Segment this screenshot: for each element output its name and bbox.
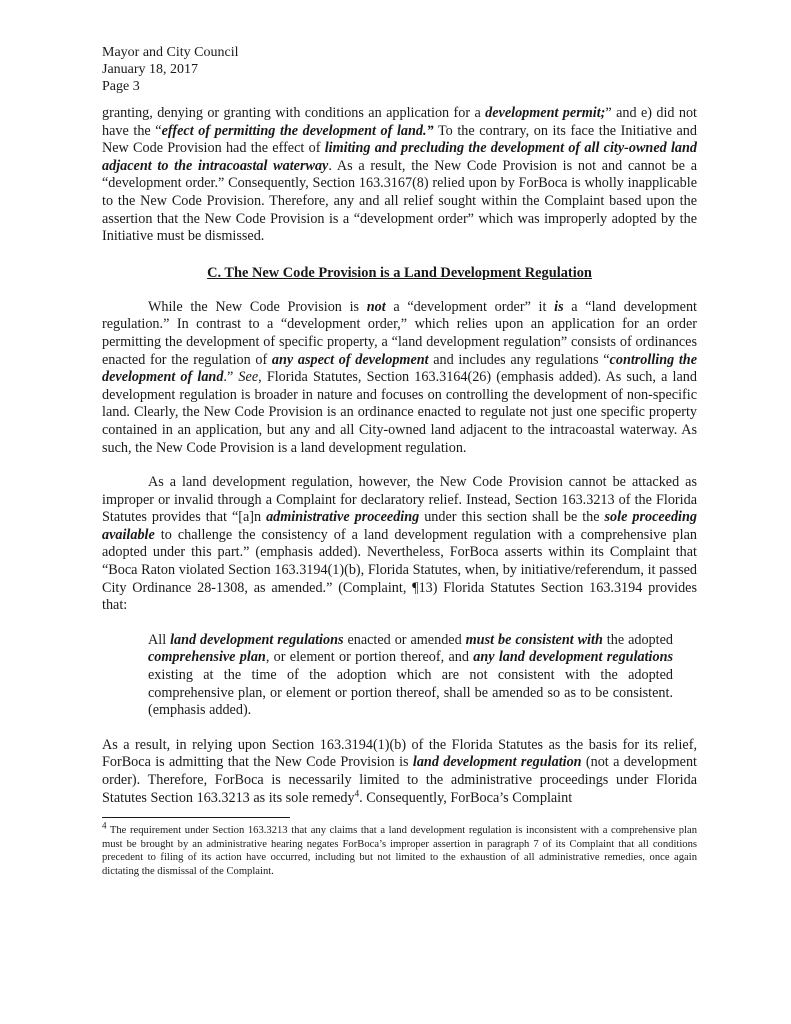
emphasis: sole proceeding available bbox=[102, 509, 697, 543]
citation-signal: See bbox=[238, 369, 259, 386]
emphasis: limiting and precluding the development of all city-owned land adjacent to the intracoastal waterway bbox=[102, 140, 698, 174]
emphasis: not bbox=[366, 298, 386, 315]
footnote bbox=[102, 820, 697, 878]
emphasis: must be consistent with bbox=[465, 631, 603, 648]
footnote-mark: 4 bbox=[102, 820, 107, 831]
emphasis: administrative proceeding bbox=[266, 509, 420, 526]
emphasis: any land development regulations bbox=[473, 649, 674, 666]
emphasis: controlling the development of land bbox=[102, 351, 697, 386]
emphasis: comprehensive plan bbox=[148, 649, 266, 666]
letter-page bbox=[102, 44, 697, 879]
footnote-divider bbox=[102, 817, 290, 818]
date-line: January 18, 2017 bbox=[102, 62, 199, 77]
letter-header bbox=[102, 44, 697, 95]
footnote-reference: 4 bbox=[354, 787, 360, 798]
page-number: Page 3 bbox=[102, 79, 140, 94]
block-quote-statute: All land development regulations enacted or amended must be consistent with the adopted comprehensive plan, or element or portion thereof, and any land development regulations existing at the time of the adoption which are not consistent with the adopted comprehensive plan, or element or portion thereof, shall be amended so as to be consistent. (emphasis added). bbox=[148, 631, 674, 719]
paragraph-development-order: granting, denying or granting with conditions an application for a development permit;” and e) did not have the “effect of permitting the development of land.” To the contrary, on its face the Initiative and New Code Provision had the effect of limiting and precluding the development of all city-owned land adjacent to the intracoastal waterway. As a result, the New Code Provision is not and cannot be a “development order.” Consequently, Section 163.3167(8) relied upon by ForBoca is wholly inapplicable to the New Code Provision. Therefore, any and all relief sought within the Complaint based upon the assertion that the New Code Provision is a “development order” which was improperly adopted by the Initiative must be dismissed. bbox=[102, 105, 698, 245]
emphasis: effect of permitting the development of land.” bbox=[161, 122, 434, 139]
section-heading: C. The New Code Provision is a Land Development Regulation bbox=[207, 264, 592, 281]
footnote-text: The requirement under Section 163.3213 that any claims that a land development regulation is inconsistent with a comprehensive plan must be brought by an administrative hearing negates ForBoca’s improper assertion in paragraph 7 of its Complaint that all conditions precedent to filing of its action have occurred, including but not limited to the exhaustion of all administrative remedies, once again dictating the dismissal of the Complaint. bbox=[102, 825, 697, 877]
paragraph-conclusion: As a result, in relying upon Section 163.3194(1)(b) of the Florida Statutes as the basis for its relief, ForBoca is admitting that the New Code Provision is land development regulation (not a development order). Therefore, ForBoca is necessarily limited to the administrative proceedings under Florida Statutes Section 163.3213 as its sole remedy$^4$. Consequently, ForBoca’s Complaint bbox=[102, 736, 697, 806]
emphasis: any aspect of development bbox=[271, 351, 429, 368]
emphasis: is bbox=[554, 298, 564, 315]
recipient-line: Mayor and City Council bbox=[102, 45, 239, 60]
emphasis: land development regulation bbox=[412, 754, 582, 771]
emphasis: development permit; bbox=[485, 105, 606, 121]
paragraph-administrative-proceeding: As a land development regulation, however, the New Code Provision cannot be attacked as improper or invalid through a Complaint for declaratory relief. Instead, Section 163.3213 of the Florida Statutes provides that “[a]n administrative proceeding under this section shall be the sole proceeding available to challenge the consistency of a land development regulation with a comprehensive plan adopted under this part.” (emphasis added). Nevertheless, ForBoca asserts within its Complaint that “Boca Raton violated Section 163.3194(1)(b), Florida Statutes, when, by initiative/referendum, it passed City Ordinance 28-1308, as amended.” (Complaint, ¶13) Florida Statutes Section 163.3194 provides that: bbox=[102, 474, 697, 614]
paragraph-land-development-regulation: While the New Code Provision is not a “development order” it is a “land development regulation.” In contrast to a “development order,” which relies upon an application for an order permitting the development of specific property, a “land development regulation” consists of ordinances enacted for the regulation of any aspect of development and includes any regulations “controlling the development of land.” See, Florida Statutes, Section 163.3164(26) (emphasis added). As such, a land development regulation is broader in nature and focuses on controlling the development of non-specific land. Clearly, the New Code Provision is an ordinance enacted to regulate not just one specific property contained in an application, but any and all City-owned land adjacent to the intracoastal waterway. As such, the New Code Provision is a land development regulation. bbox=[102, 298, 697, 456]
emphasis: land development regulations bbox=[170, 631, 344, 648]
